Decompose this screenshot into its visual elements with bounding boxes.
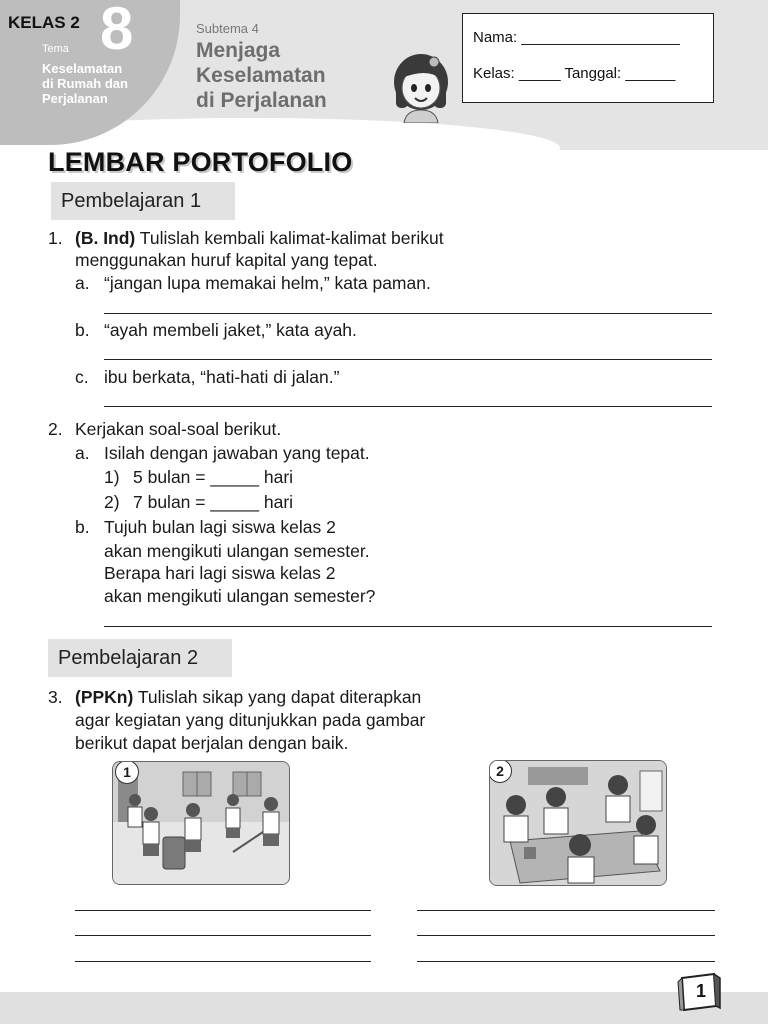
section-heading-2: Pembelajaran 2	[48, 639, 232, 677]
q3-text-line3: berikut dapat berjalan dengan baik.	[75, 733, 349, 753]
students-discussing-at-table-illustration	[490, 761, 666, 885]
q2-number: 2.	[48, 419, 63, 439]
answer-line[interactable]	[104, 406, 712, 407]
picture-badge-1: 1	[115, 761, 139, 784]
class-date-field[interactable]: Kelas: _____ Tanggal: ______	[473, 65, 676, 82]
subtheme-label: Subtema 4	[196, 21, 259, 36]
q1b-text: “ayah membeli jaket,” kata ayah.	[104, 320, 357, 340]
q3-text-line2: agar kegiatan yang ditunjukkan pada gambar	[75, 710, 426, 730]
q1-subject: (B. Ind)	[75, 228, 136, 248]
q1c-label: c.	[75, 367, 89, 387]
subtheme-title: Menjaga Keselamatan di Perjalanan	[196, 39, 327, 112]
answer-line[interactable]	[75, 935, 371, 936]
q3-prompt	[75, 686, 421, 708]
q1-number: 1.	[48, 228, 63, 248]
q1-text-line2: menggunakan huruf kapital yang tepat.	[75, 250, 378, 270]
theme-label: Tema	[42, 43, 69, 55]
q2b-line: Berapa hari lagi siswa kelas 2	[104, 563, 336, 583]
answer-line[interactable]	[417, 910, 715, 911]
q3-text-line1: Tulislah sikap yang dapat diterapkan	[133, 687, 422, 707]
girl-mascot-icon	[386, 48, 456, 123]
picture-1	[112, 761, 290, 885]
q1-prompt	[75, 227, 444, 249]
students-cleaning-schoolyard-illustration	[113, 762, 289, 884]
theme-number: 8	[100, 0, 134, 62]
picture-badge-2: 2	[489, 760, 512, 783]
answer-line[interactable]	[417, 961, 715, 962]
q2a1-label: 1)	[104, 467, 120, 487]
q2a-label: a.	[75, 443, 90, 463]
page-number: 1	[696, 981, 707, 1001]
q1a-label: a.	[75, 273, 90, 293]
q2-text: Kerjakan soal-soal berikut.	[75, 419, 282, 439]
q2a2-label: 2)	[104, 492, 120, 512]
name-field[interactable]: Nama: ___________________	[473, 29, 680, 46]
answer-line[interactable]	[75, 961, 371, 962]
footer-band	[0, 992, 768, 1024]
q3-subject: (PPKn)	[75, 687, 134, 707]
answer-line[interactable]	[75, 910, 371, 911]
q3-number: 3.	[48, 687, 63, 707]
q2b-line: Tujuh bulan lagi siswa kelas 2	[104, 517, 336, 537]
q2a1-text: 5 bulan = _____ hari	[133, 467, 294, 487]
page-title: LEMBAR PORTOFOLIO	[48, 147, 353, 177]
q1a-text: “jangan lupa memakai helm,” kata paman.	[104, 273, 431, 293]
grade-label: KELAS 2	[8, 13, 80, 32]
picture-2	[489, 760, 667, 886]
theme-title: Keselamatan di Rumah dan Perjalanan	[42, 61, 128, 106]
answer-line[interactable]	[104, 313, 712, 314]
answer-line[interactable]	[104, 626, 712, 627]
student-identity-box	[462, 13, 714, 103]
answer-line[interactable]	[417, 935, 715, 936]
q2a2-text: 7 bulan = _____ hari	[133, 492, 294, 512]
q2b-line: akan mengikuti ulangan semester?	[104, 586, 376, 606]
section-heading-1: Pembelajaran 1	[51, 182, 235, 220]
q2a-text: Isilah dengan jawaban yang tepat.	[104, 443, 370, 463]
q2b-line: akan mengikuti ulangan semester.	[104, 541, 370, 561]
q1-text-line1: Tulislah kembali kalimat-kalimat berikut	[135, 228, 444, 248]
q1b-label: b.	[75, 320, 90, 340]
q1c-text: ibu berkata, “hati-hati di jalan.”	[104, 367, 340, 387]
q2b-label: b.	[75, 517, 90, 537]
answer-line[interactable]	[104, 359, 712, 360]
